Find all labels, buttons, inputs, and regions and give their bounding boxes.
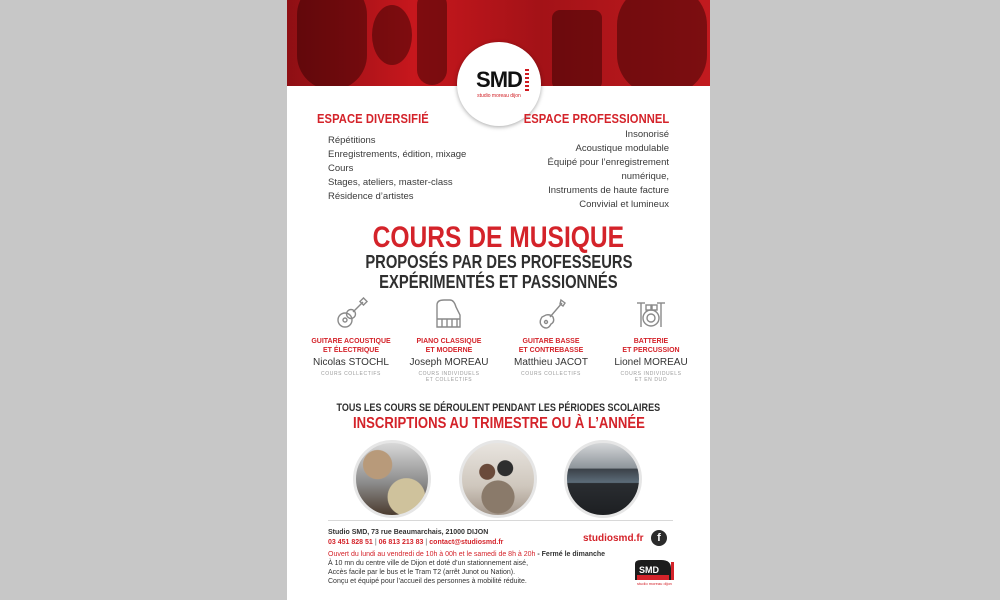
course-type bbox=[506, 371, 596, 377]
separator: | bbox=[425, 539, 428, 546]
footer-logo-mark: SMD bbox=[639, 565, 659, 575]
course-type bbox=[606, 371, 696, 383]
course-name bbox=[306, 337, 396, 355]
website-link[interactable]: studiosmd.fr bbox=[583, 533, 644, 544]
course-type-line: COURS INDIVIDUELS bbox=[418, 371, 480, 377]
courses-subtitle-2 bbox=[287, 272, 710, 292]
list-item: Convivial et lumineux bbox=[579, 199, 669, 210]
course-type bbox=[404, 371, 494, 383]
teacher-name: Nicolas STOCHL bbox=[313, 357, 389, 368]
footer-info-3: Conçu et équipé pour l’accueil des personnes à mobilité réduite. bbox=[328, 578, 527, 585]
closed-day: - Fermé le dimanche bbox=[535, 551, 606, 558]
list-item: Acoustique modulable bbox=[575, 143, 669, 154]
course-name-line: PIANO CLASSIQUE bbox=[416, 338, 482, 345]
left-column-list bbox=[328, 134, 466, 204]
list-item: Enregistrements, édition, mixage bbox=[328, 149, 467, 160]
course-type-line: COURS COLLECTIFS bbox=[321, 371, 381, 377]
course-name bbox=[404, 337, 494, 355]
course-name-line: ET CONTREBASSE bbox=[518, 347, 584, 354]
phone-1: 03 451 828 51 bbox=[328, 539, 373, 546]
list-item: Résidence d’artistes bbox=[328, 191, 414, 202]
course-type-line: COURS INDIVIDUELS bbox=[620, 371, 682, 377]
footer-divider bbox=[328, 520, 673, 521]
logo-mark: SMD bbox=[476, 67, 522, 92]
list-item: Stages, ateliers, master-class bbox=[328, 177, 453, 188]
separator: | bbox=[374, 539, 377, 546]
phone-2: 06 813 213 83 bbox=[378, 539, 424, 546]
facebook-icon[interactable]: f bbox=[651, 530, 667, 546]
footer-info-2: Accès facile par le bus et le Tram T2 (arrêt Junot ou Nation). bbox=[328, 569, 516, 576]
course-drums bbox=[606, 297, 696, 383]
course-guitar bbox=[306, 297, 396, 377]
schedule-line-1-text: TOUS LES COURS SE DÉROULENT PENDANT LES PÉRIODES SCOLAIRES bbox=[336, 402, 661, 414]
courses-title-text: COURS DE MUSIQUE bbox=[372, 221, 625, 254]
list-item: Cours bbox=[328, 163, 354, 174]
course-piano bbox=[404, 297, 494, 383]
schedule-line-2 bbox=[287, 415, 710, 433]
course-name-line: GUITARE ACOUSTIQUE bbox=[311, 338, 391, 345]
schedule-line-2-text: INSCRIPTIONS AU TRIMESTRE OU À L’ANNÉE bbox=[352, 415, 645, 432]
schedule-line-1 bbox=[287, 402, 710, 415]
opening-hours: Ouvert du lundi au vendredi de 10h à 00h et le samedi de 8h à 20h bbox=[328, 551, 536, 558]
list-item: numérique, bbox=[621, 171, 669, 182]
photo-recording-studio bbox=[564, 440, 642, 518]
bass-guitar-icon bbox=[534, 297, 568, 331]
footer-contacts bbox=[328, 538, 503, 547]
right-column-list bbox=[548, 128, 669, 212]
courses-subtitle-1-text: PROPOSÉS PAR DES PROFESSEURS bbox=[364, 252, 633, 272]
email-link[interactable]: contact@studiosmd.fr bbox=[429, 539, 504, 546]
acoustic-guitar-icon bbox=[334, 297, 368, 331]
drums-icon bbox=[634, 297, 668, 331]
footer-logo-sub: studio moreau dijon bbox=[637, 581, 672, 586]
course-name bbox=[506, 337, 596, 355]
courses-title bbox=[287, 222, 710, 254]
course-type bbox=[306, 371, 396, 377]
list-item: Répétitions bbox=[328, 135, 376, 146]
course-type-line: COURS COLLECTIFS bbox=[521, 371, 581, 377]
flyer-page bbox=[287, 0, 710, 600]
footer-address: Studio SMD, 73 rue Beaumarchais, 21000 DIJON bbox=[328, 529, 489, 536]
teacher-name: Lionel MOREAU bbox=[614, 357, 688, 368]
list-item: Insonorisé bbox=[625, 129, 669, 140]
left-column-title: ESPACE DIVERSIFIÉ bbox=[317, 111, 429, 126]
list-item: Instruments de haute facture bbox=[548, 185, 669, 196]
footer-hours bbox=[328, 550, 605, 559]
courses-subtitle-1 bbox=[287, 252, 710, 272]
course-type-line: ET EN DUO bbox=[634, 377, 668, 383]
photo-group-lesson bbox=[459, 440, 537, 518]
course-bass bbox=[506, 297, 596, 377]
courses-subtitle-2-text: EXPÉRIMENTÉS ET PASSIONNÉS bbox=[379, 272, 618, 292]
teacher-name: Joseph MOREAU bbox=[409, 357, 489, 368]
course-name-line: GUITARE BASSE bbox=[522, 338, 580, 345]
course-name-line: ET ÉLECTRIQUE bbox=[322, 347, 379, 354]
footer-info-1: À 10 mn du centre ville de Dijon et doté d’un stationnement aisé, bbox=[328, 560, 529, 567]
logo-subtitle: studio moreau dijon bbox=[477, 93, 521, 99]
teacher-name: Matthieu JACOT bbox=[514, 357, 588, 368]
course-name-line: ET PERCUSSION bbox=[622, 347, 680, 354]
piano-icon bbox=[432, 297, 466, 331]
right-column-title: ESPACE PROFESSIONNEL bbox=[523, 111, 669, 126]
photo-drum-lesson bbox=[353, 440, 431, 518]
list-item: Équipé pour l’enregistrement bbox=[547, 157, 669, 168]
course-name-line: ET MODERNE bbox=[425, 347, 473, 354]
footer-logo bbox=[631, 558, 677, 588]
course-type-line: ET COLLECTIFS bbox=[425, 377, 473, 383]
course-name bbox=[606, 337, 696, 355]
course-name-line: BATTERIE bbox=[633, 338, 669, 345]
